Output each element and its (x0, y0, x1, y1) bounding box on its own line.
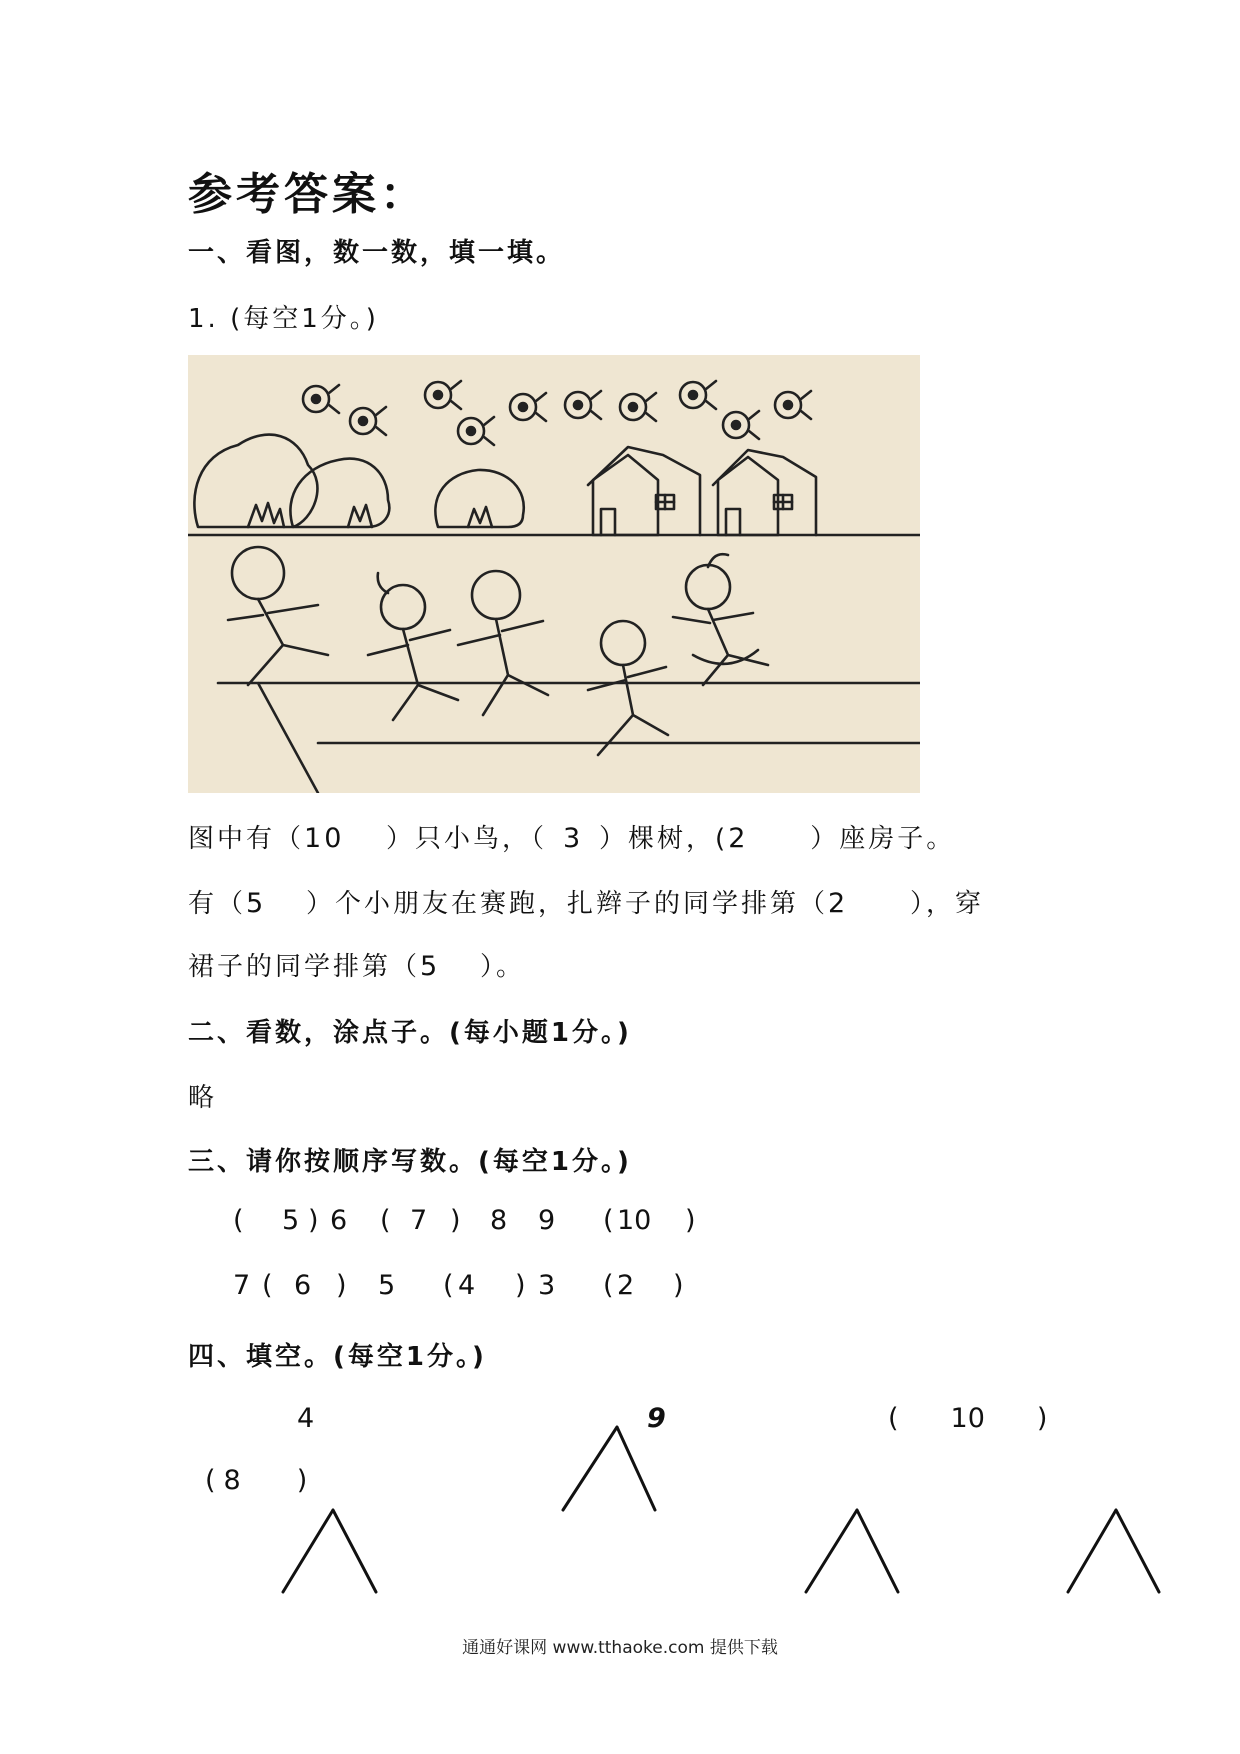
page-footer: 通通好课网 www.tthaoke.com 提供下载 (462, 1638, 778, 1658)
answer-number: 6 (294, 1270, 312, 1301)
tree-2-lines (563, 1427, 655, 1510)
answer-skirt-position: 5 (420, 951, 441, 982)
page-title: 参考答案： (188, 169, 428, 220)
text-fragment: 裙子的同学排第（ (188, 952, 421, 982)
paren: ) (515, 1270, 526, 1301)
tree-1-top: 4 (297, 1403, 315, 1434)
section-1-heading: 一、看图，数一数，填一填。 (188, 238, 566, 268)
answer-houses: 2 (728, 823, 749, 854)
given-number: 6 (330, 1205, 348, 1236)
paren: ) (673, 1270, 684, 1301)
answer-number: 10 (950, 1403, 985, 1434)
paren: ) (685, 1205, 696, 1236)
text-fragment: ）座房子。 (810, 824, 956, 854)
tree-2-top: 9 (647, 1403, 666, 1434)
tree-3-top-answer: ( 10 ) (888, 1403, 1048, 1434)
paren: ( (603, 1205, 614, 1236)
tree-1-left-answer: ( 8 ) (205, 1465, 308, 1496)
answer-number: 4 (458, 1270, 476, 1301)
answer-number: 5 (282, 1205, 300, 1236)
given-number: 3 (538, 1270, 556, 1301)
section-3-heading: 三、请你按顺序写数。(每空1分。) (188, 1147, 632, 1177)
tree-4-lines (1068, 1510, 1159, 1592)
answer-children: 5 (246, 888, 267, 919)
text-fragment: ），穿 (910, 889, 985, 919)
answer-birds: 10 (304, 823, 345, 854)
text-fragment: 有（ (188, 889, 247, 919)
text-fragment: 图中有（ (188, 824, 305, 854)
given-number: 9 (538, 1205, 556, 1236)
section-4-heading: 四、填空。(每空1分。) (188, 1342, 487, 1372)
tree-3-lines (806, 1510, 898, 1592)
answer-number: 2 (617, 1270, 635, 1301)
text-fragment: ）个小朋友在赛跑，扎辫子的同学排第（ (306, 889, 829, 919)
text-fragment: ）棵树，( (599, 824, 729, 854)
paren: ) (308, 1205, 319, 1236)
paren: ( (262, 1270, 273, 1301)
paren: ) (450, 1205, 461, 1236)
paren: ( (603, 1270, 614, 1301)
answer-number: 7 (410, 1205, 428, 1236)
paren: ( (380, 1205, 391, 1236)
answer-number: 8 (223, 1465, 241, 1496)
section-2-answer: 略 (188, 1083, 218, 1113)
text-fragment: ）只小鸟，（ (386, 824, 548, 854)
paren: ) (336, 1270, 347, 1301)
tree-1-lines (283, 1510, 376, 1592)
paren: ( (233, 1205, 244, 1236)
given-number: 5 (378, 1270, 396, 1301)
given-number: 8 (490, 1205, 508, 1236)
given-number: 7 (233, 1270, 251, 1301)
answer-trees: 3 (562, 823, 584, 854)
section-1-item-label: 1. (每空1分。) (188, 304, 379, 334)
paren: ( (443, 1270, 454, 1301)
section-2-heading: 二、看数，涂点子。(每小题1分。) (188, 1018, 632, 1048)
answer-braids-position: 2 (828, 888, 849, 919)
answer-number: 10 (617, 1205, 652, 1236)
text-fragment: ）。 (480, 952, 526, 982)
